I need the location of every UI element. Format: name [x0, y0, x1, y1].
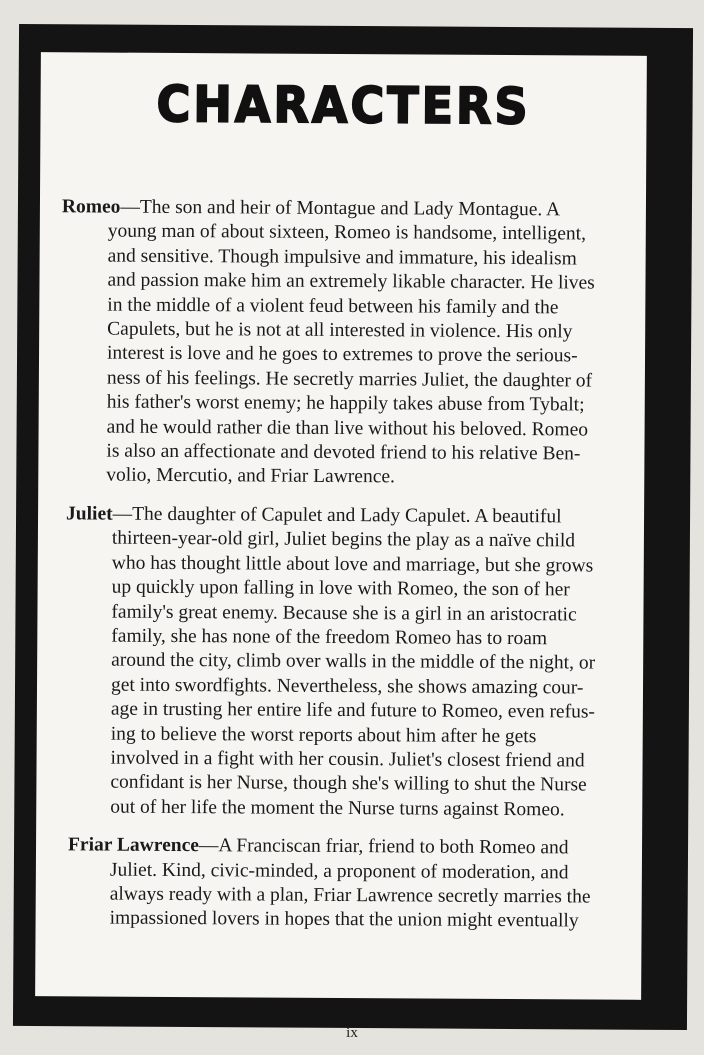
entry-text: family, she has none of the freedom Romeo has to roam	[111, 625, 548, 650]
page-title: CHARACTERS	[156, 74, 531, 136]
character-name: Friar Lawrence	[67, 834, 199, 857]
entry-text: is also an affectionate and devoted friend to his relative Ben-	[106, 440, 581, 465]
entry-text: volio, Mercutio, and Friar Lawrence.	[106, 465, 395, 488]
entry-first-line	[60, 502, 626, 530]
entry-text: —The son and heir of Montague and Lady Montague. A	[120, 196, 561, 221]
entry-text: thirteen-year-old girl, Juliet begins the play as a naïve child	[111, 527, 576, 552]
entry-first-line	[62, 195, 628, 223]
character-entry-friar-lawrence	[58, 833, 625, 934]
entry-text: Juliet. Kind, civic-minded, a proponent of moderation, and	[109, 859, 569, 883]
character-name: Juliet	[66, 503, 113, 525]
entry-text: Capulets, but he is not at all interested in violence. His only	[107, 318, 573, 343]
entry-text: and passion make him an extremely likable character. He lives	[107, 269, 595, 294]
page-sheet	[35, 52, 647, 1000]
entry-text: get into swordfights. Nevertheless, she shows amazing cour-	[110, 674, 584, 699]
entry-text: impassioned lovers in hopes that the union might eventually	[109, 907, 579, 932]
character-list	[57, 195, 628, 948]
entry-text: and sensitive. Though impulsive and immature, his idealism	[107, 245, 577, 270]
entry-text: ing to believe the worst reports about him after he gets	[110, 723, 537, 747]
character-entry-romeo	[60, 195, 628, 491]
entry-text: confidant is her Nurse, though she's willing to shut the Nurse	[110, 771, 587, 796]
entry-text: who has thought little about love and marriage, but she grows	[111, 552, 594, 577]
entry-text: young man of about sixteen, Romeo is handsome, intelligent,	[107, 220, 587, 245]
character-entry-juliet	[58, 502, 626, 823]
entry-text: his father's worst enemy; he happily takes abuse from Tybalt;	[106, 391, 585, 416]
entry-text: up quickly upon falling in love with Romeo, the son of her	[111, 576, 570, 601]
entry-text: interest is love and he goes to extremes to prove the serious-	[106, 343, 578, 367]
entry-text: ness of his feelings. He secretly marries Juliet, the daughter of	[106, 367, 593, 392]
entry-text: out of her life the moment the Nurse turns against Romeo.	[110, 796, 565, 821]
entry-text: around the city, climb over walls in the middle of the night, or	[111, 649, 596, 674]
page-number: ix	[346, 1025, 358, 1041]
entry-text: involved in a fight with her cousin. Juliet's closest friend and	[110, 747, 585, 772]
entry-text: —A Franciscan friar, friend to both Romeo and	[198, 835, 569, 859]
character-name: Romeo	[61, 196, 121, 218]
entry-text: family's great enemy. Because she is a girl in an aristocratic	[111, 601, 577, 625]
entry-text: and he would rather die than live without his beloved. Romeo	[106, 416, 589, 441]
entry-text: in the middle of a violent feud between his family and the	[107, 294, 559, 318]
entry-text: age in trusting her entire life and future to Romeo, even refus-	[110, 698, 596, 723]
entry-text: always ready with a plan, Friar Lawrence secretly marries the	[109, 883, 591, 908]
entry-first-line	[58, 833, 624, 861]
entry-text: —The daughter of Capulet and Lady Capulet. A beautiful	[112, 503, 562, 528]
